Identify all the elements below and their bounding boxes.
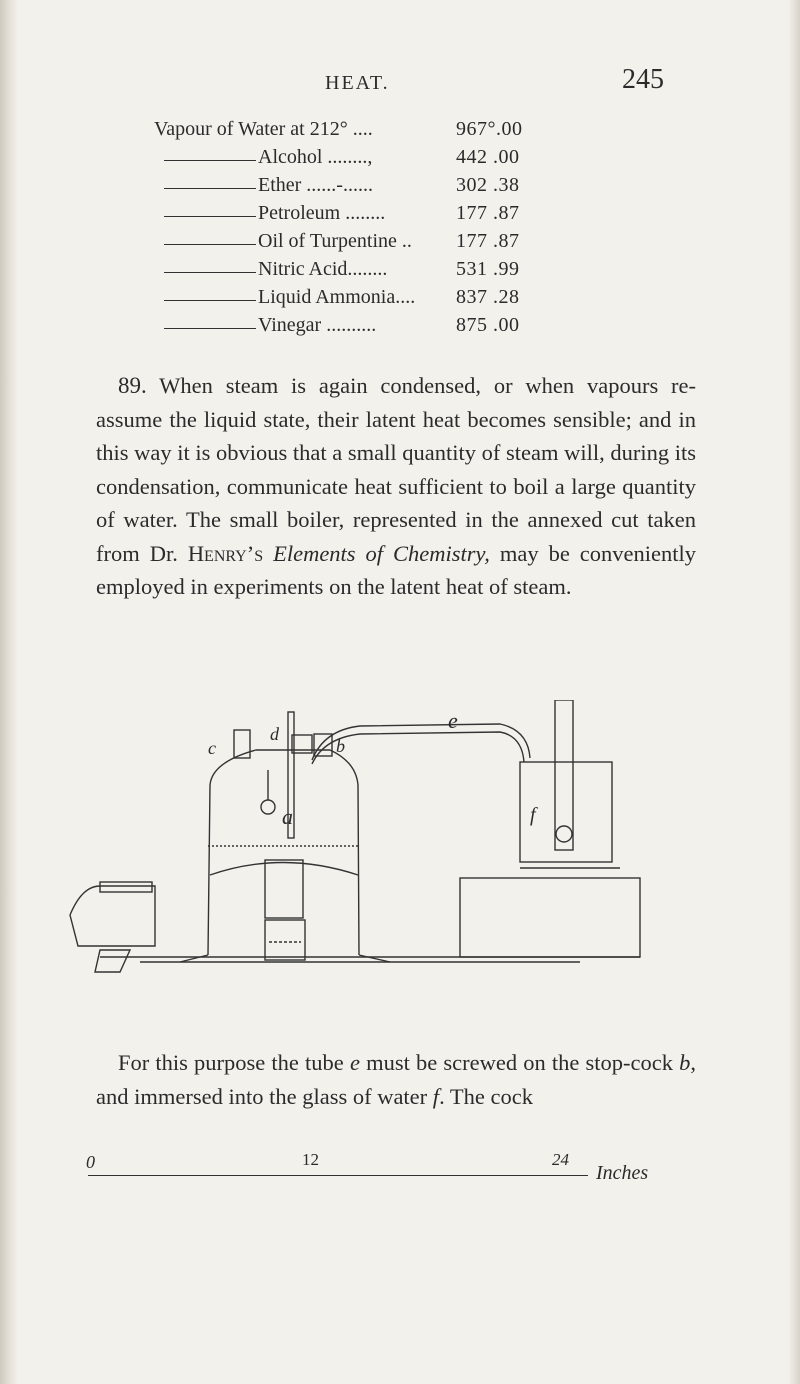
- table-row-value: 302 .38: [456, 174, 520, 196]
- table-row-value: 442 .00: [456, 146, 520, 168]
- support-leg: [359, 955, 390, 962]
- label-b: b: [336, 736, 345, 756]
- table-row: [154, 146, 714, 174]
- page-header: [0, 64, 800, 110]
- valve-circle: [261, 800, 275, 814]
- paragraph-continuation: [96, 1046, 696, 1113]
- lamp-top: [100, 882, 152, 892]
- label-e: e: [448, 708, 458, 733]
- table-row: [154, 118, 714, 146]
- label-f: f: [530, 804, 536, 826]
- ditto-dash: [164, 328, 256, 329]
- table-row-value: 177 .87: [456, 230, 520, 252]
- page-number: 245: [622, 64, 664, 95]
- scale-label-24: 24: [552, 1150, 569, 1169]
- author-name: Henry’s: [187, 540, 264, 566]
- label-c: c: [208, 738, 216, 758]
- table-row-value: 837 .28: [456, 286, 520, 308]
- furnace-grate: [265, 920, 305, 960]
- latent-heat-table: [154, 118, 714, 342]
- ditto-dash: [164, 160, 256, 161]
- table-row-value: 967°.00: [456, 118, 523, 140]
- running-head: HEAT.: [325, 72, 390, 94]
- table-row: [154, 230, 714, 258]
- table-row-label: Liquid Ammonia....: [258, 286, 416, 308]
- binding-shadow-left: [0, 0, 18, 1384]
- ditto-dash: [164, 272, 256, 273]
- table-row-label: Alcohol ........,: [258, 146, 373, 168]
- thermometer-bulb: [556, 826, 572, 842]
- boiler-inner-curve: [210, 863, 358, 876]
- boiler-illustration: [60, 700, 710, 1000]
- inline-label-f: f: [432, 1083, 440, 1109]
- table-row: [154, 258, 714, 286]
- table-row-label: Oil of Turpentine ..: [258, 230, 412, 252]
- lamp-body: [70, 886, 155, 946]
- table-row-label: Vinegar ..........: [258, 314, 377, 336]
- table-row: [154, 314, 714, 342]
- right-tank: [460, 878, 640, 957]
- label-a: a: [282, 804, 293, 829]
- book-title: Elements of Chemistry,: [273, 540, 490, 566]
- scale-bar: [86, 1150, 706, 1190]
- inline-label-b: b: [679, 1050, 691, 1075]
- scale-unit: Inches: [596, 1162, 649, 1184]
- table-row: [154, 286, 714, 314]
- table-row-label: Nitric Acid........: [258, 258, 388, 280]
- ditto-dash: [164, 188, 256, 189]
- ditto-dash: [164, 244, 256, 245]
- table-row-value: 875 .00: [456, 314, 520, 336]
- paragraph-text: When steam is again condensed, or when vapours re-assume the liquid state, their latent heat becomes sensible; and in this way it is obvious that a small quantity of steam will, during its condensation, communicate heat sufficient to boil a large quantity of water. The small boiler, represented in the annexed cut taken from Dr.: [96, 373, 696, 566]
- boiler-body-outline: [208, 750, 359, 955]
- table-row-value: 531 .99: [456, 258, 520, 280]
- inline-label-e: e: [349, 1050, 360, 1075]
- boiler-drawing: [60, 700, 710, 1000]
- paragraph-text: , and immersed into the glass of water: [96, 1050, 696, 1109]
- thermometer-tube: [555, 700, 573, 850]
- furnace-box: [265, 860, 303, 918]
- ditto-dash: [164, 300, 256, 301]
- paragraph-text: must be screwed on the stop-cock: [359, 1050, 680, 1075]
- paragraph-text: . The cock: [439, 1083, 533, 1109]
- table-row: [154, 202, 714, 230]
- table-row-value: 177 .87: [456, 202, 520, 224]
- label-d: d: [270, 724, 279, 744]
- table-row-label: Ether ......-......: [258, 174, 373, 196]
- binding-shadow-right: [788, 0, 800, 1384]
- section-number: 89.: [118, 373, 147, 398]
- lamp-stand: [95, 950, 130, 972]
- scale-label-0: 0: [86, 1152, 95, 1172]
- scale-label-12: 12: [302, 1150, 319, 1169]
- ditto-dash: [164, 216, 256, 217]
- table-row-label: Petroleum ........: [258, 202, 386, 224]
- table-row-label: Vapour of Water at 212° ....: [154, 118, 373, 140]
- scale-line: [88, 1175, 588, 1176]
- support-leg: [180, 955, 208, 962]
- paragraph-89: [96, 369, 696, 604]
- table-row: [154, 174, 714, 202]
- paragraph-text: may be conveniently employed in experiments on the latent heat of steam.: [96, 540, 696, 599]
- paragraph-text: For this purpose the tube: [118, 1050, 350, 1075]
